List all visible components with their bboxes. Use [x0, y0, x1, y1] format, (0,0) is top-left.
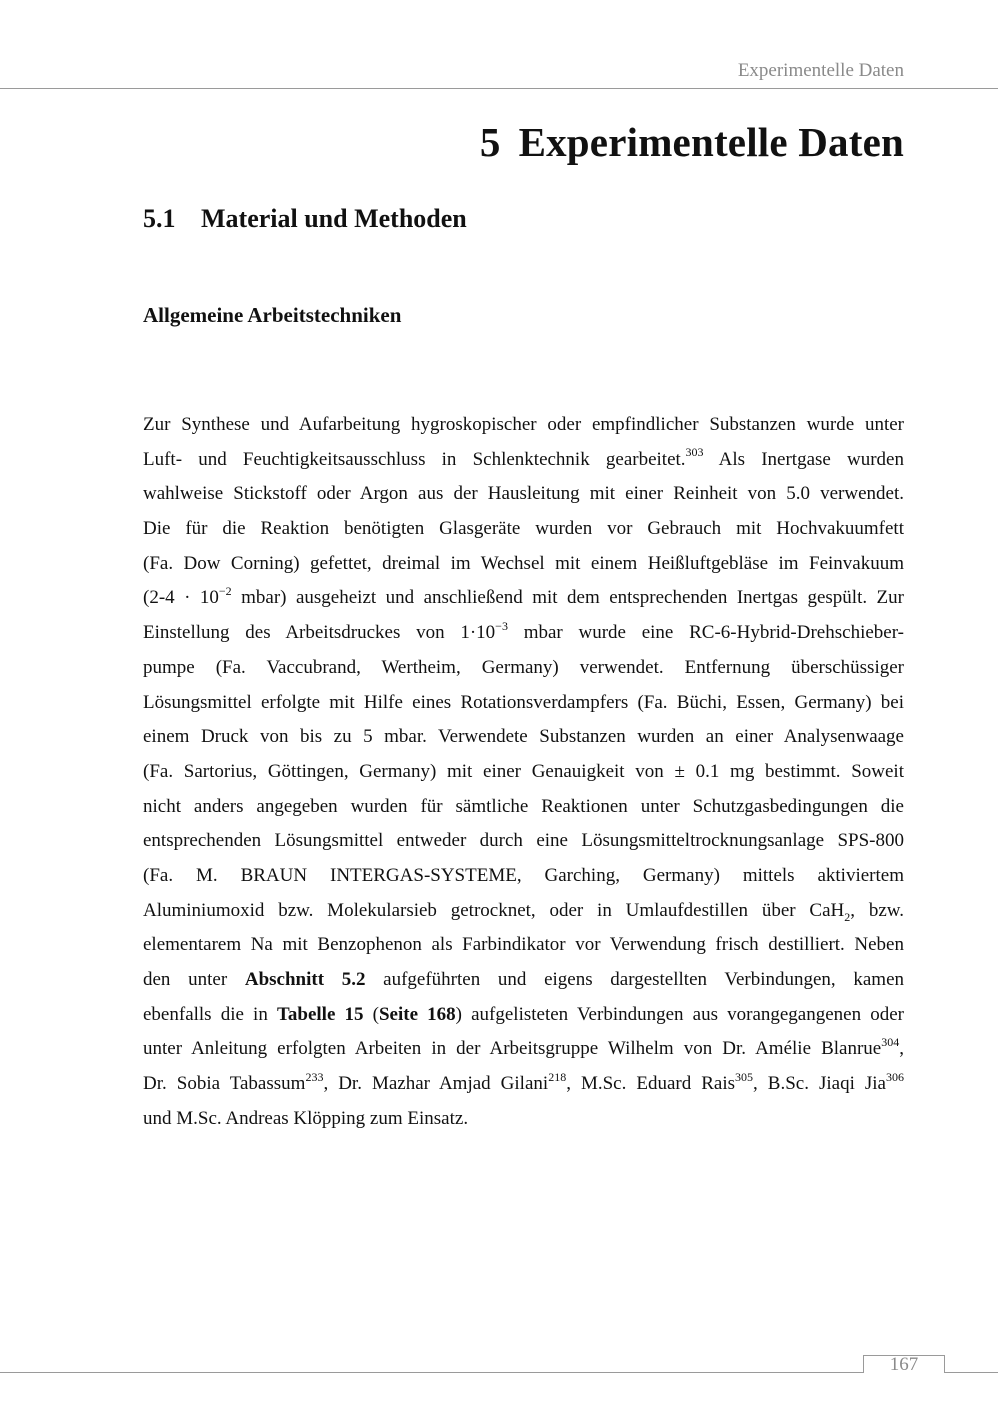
citation-306: 306 — [886, 1069, 904, 1084]
text-line: Luft- und Feuchtigkeitsausschluss in Schlenktechnik gearbeitet.$^{303}$ Als Inertgase wurden — [143, 445, 904, 470]
section-title — [143, 204, 467, 234]
text-line: Aluminiumoxid bzw. Molekularsieb getrocknet, oder in Umlaufdestillen über CaH$_2$, bzw. — [143, 899, 904, 924]
footer-rule — [0, 1372, 998, 1373]
text-line: ($2-4 \cdot 10^{-2}$ mbar) ausgeheizt und anschließend mit dem entsprechenden Inertgas gespült. Zur — [143, 584, 904, 609]
body-paragraph — [143, 408, 904, 1136]
text-line: unter Anleitung erfolgten Arbeiten in der Arbeitsgruppe Wilhelm von Dr. Amélie Blanrue$^{304}$, — [143, 1035, 904, 1060]
header-rule — [0, 88, 998, 89]
section-title-text: Material und Methoden — [201, 204, 467, 233]
citation-233: 233 — [305, 1069, 324, 1084]
citation-305: 305 — [735, 1069, 754, 1084]
citation-304: 304 — [881, 1035, 900, 1050]
text-line: (Fa. Dow Corning) gefettet, dreimal im Wechsel mit einem Heißluftgebläse im Feinvakuum — [143, 552, 904, 574]
text-line: Die für die Reaktion benötigten Glasgeräte wurden vor Gebrauch mit Hochvakuumfett — [143, 518, 904, 540]
text-line: Einstellung des Arbeitsdruckes von $1\cdot 10^{-3}$ mbar wurde eine RC-6-Hybrid-Drehschieber- — [143, 618, 904, 644]
chapter-title — [480, 118, 904, 166]
text-line: ebenfalls die in Tabelle 15 (Seite 168) aufgelisteten Verbindungen aus vorangegangenen oder — [143, 1003, 904, 1025]
text-line: nicht anders angegeben wurden für sämtliche Reaktionen unter Schutzgasbedingungen die — [143, 795, 904, 817]
citation-303: 303 — [685, 445, 704, 460]
text-line: einem Druck von bis zu 5 mbar. Verwendete Substanzen wurden an einer Analysenwaage — [143, 726, 904, 748]
exponent: −3 — [495, 618, 508, 633]
text-line: pumpe (Fa. Vaccubrand, Wertheim, Germany) verwendet. Entfernung überschüssiger — [143, 656, 904, 678]
cross-reference: Tabelle 15 — [276, 1003, 364, 1025]
chapter-title-text: Experimentelle Daten — [518, 119, 904, 165]
subsection-title: Allgemeine Arbeitstechniken — [143, 303, 402, 327]
cross-reference: Abschnitt 5.2 — [244, 969, 366, 990]
text-line: und M.Sc. Andreas Klöpping zum Einsatz. — [143, 1107, 469, 1129]
text-line: Lösungsmittel erfolgte mit Hilfe eines Rotationsverdampfers (Fa. Büchi, Essen, Germany) bei — [143, 691, 904, 713]
text-line: wahlweise Stickstoff oder Argon aus der Hausleitung mit einer Reinheit von 5.0 verwendet. — [143, 483, 904, 505]
text-line: entsprechenden Lösungsmittel entweder durch eine Lösungsmitteltrocknungsanlage SPS-800 — [143, 830, 904, 852]
exponent: −2 — [218, 584, 232, 599]
text-line: elementarem Na mit Benzophenon als Farbindikator vor Verwendung frisch destilliert. Neben — [143, 934, 904, 956]
page-number: 167 — [889, 1354, 919, 1375]
subscript: 2 — [844, 909, 851, 924]
text-line: Dr. Sobia Tabassum$^{233}$, Dr. Mazhar Amjad Gilani$^{218}$, M.Sc. Eduard Rais$^{305}$, B.Sc. Jiaqi Jia$^{306}$ — [143, 1069, 904, 1095]
cross-reference: Seite 168 — [378, 1003, 456, 1025]
text-line: (Fa. M. BRAUN INTERGAS-SYSTEME, Garching, Germany) mittels aktiviertem — [143, 864, 904, 886]
text-line: Zur Synthese und Aufarbeitung hygroskopischer oder empfindlicher Substanzen wurde unter — [143, 414, 904, 435]
chapter-number: 5 — [479, 119, 501, 165]
text-line: (Fa. Sartorius, Göttingen, Germany) mit einer Genauigkeit von ± 0.1 mg bestimmt. Soweit — [143, 760, 904, 782]
text-line: den unter Abschnitt 5.2 aufgeführten und eigens dargestellten Verbindungen, kamen — [143, 969, 905, 990]
section-number: 5.1 — [143, 204, 176, 233]
running-head: Experimentelle Daten — [737, 60, 904, 81]
citation-218: 218 — [548, 1069, 567, 1084]
